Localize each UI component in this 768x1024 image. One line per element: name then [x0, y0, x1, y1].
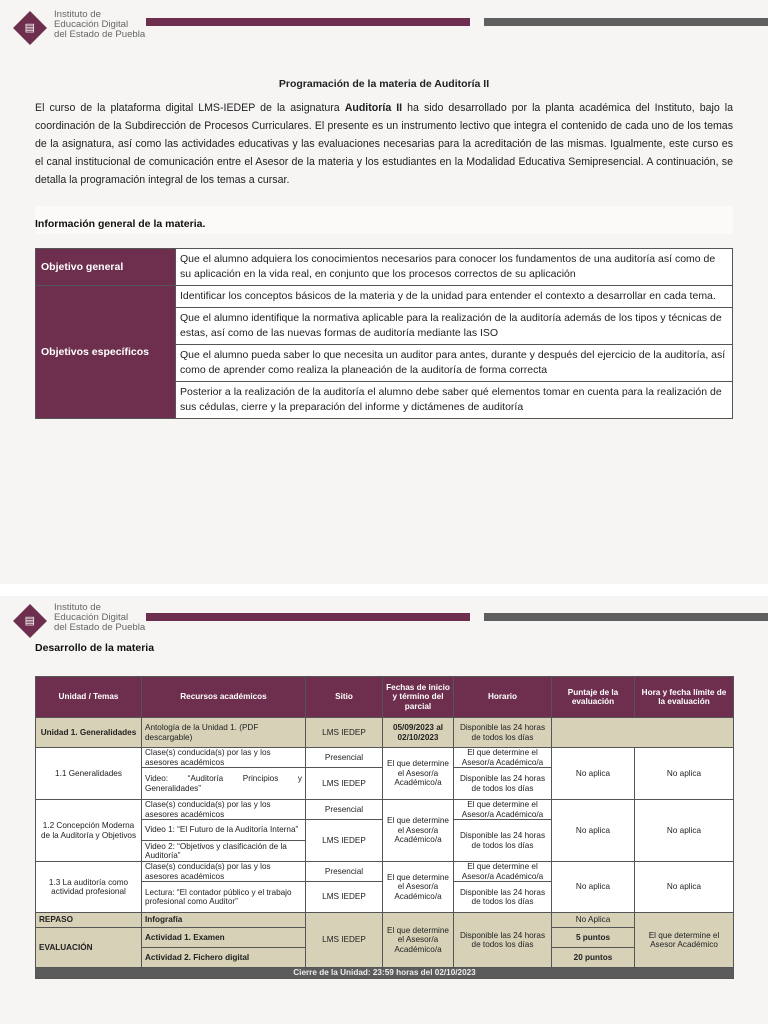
institute-name: Instituto de Educación Digital del Estado de Puebla: [54, 602, 146, 633]
sitio-cell: Presencial: [306, 862, 383, 882]
horario-cell: Disponible las 24 horas de todos los días: [454, 913, 552, 968]
institute-name: Instituto de Educación Digital del Estado de Puebla: [54, 9, 146, 40]
table-header-row: [36, 677, 734, 718]
horario-cell: El que determine el Asesor/a Académico/a: [454, 862, 552, 882]
recurso-cell: Clase(s) conducida(s) por las y los asesores académicos: [142, 862, 306, 882]
recurso-cell: Video: “Auditoría Principios y Generalidades”: [142, 768, 306, 800]
institute-logo: [13, 603, 145, 633]
objetivos-especificos-label: Objetivos específicos: [36, 286, 176, 419]
page-gap: [0, 584, 768, 596]
sitio-cell: Presencial: [306, 800, 383, 820]
recurso-cell: Clase(s) conducida(s) por las y los asesores académicos: [142, 748, 306, 768]
limite-cell: No aplica: [635, 862, 734, 913]
objetivo-especifico: Que el alumno identifique la normativa aplicable para la realización de la auditoría además de los tipos y técnicas de estas, así como de las nuevas formas de auditoría mediante las ISO: [176, 308, 733, 345]
objetivo-especifico: Identificar los conceptos básicos de la materia y de la unidad para entender el contexto a desarrollar en cada tema.: [176, 286, 733, 308]
unidad-cell: Unidad 1. Generalidades: [36, 718, 142, 748]
horario-cell: Disponible las 24 horas de todos los días: [454, 768, 552, 800]
table-row: [36, 286, 733, 308]
sitio-cell: LMS IEDEP: [306, 913, 383, 968]
puntaje-cell: No aplica: [552, 748, 635, 800]
limite-cell: No aplica: [635, 748, 734, 800]
tema-cell: 1.3 La auditoría como actividad profesional: [36, 862, 142, 913]
header-band-gray: [484, 18, 768, 26]
evaluacion-label: EVALUACIÓN: [36, 928, 142, 968]
table-row: [36, 748, 734, 768]
recurso-cell: Lectura: “El contador público y el trabajo profesional como Auditor”: [142, 882, 306, 913]
horario-cell: Disponible las 24 horas de todos los días: [454, 882, 552, 913]
header-band-maroon: [146, 613, 470, 621]
empty-cell: [552, 718, 734, 748]
puntaje-cell: No aplica: [552, 862, 635, 913]
limite-cell: No aplica: [635, 800, 734, 862]
fechas-cell: 05/09/2023 al 02/10/2023: [383, 718, 454, 748]
tema-cell: 1.1 Generalidades: [36, 748, 142, 800]
horario-cell: Disponible las 24 horas de todos los días: [454, 718, 552, 748]
page-title: Programación de la materia de Auditoría II: [278, 78, 490, 90]
limite-cell: El que determine el Asesor Académico: [635, 913, 734, 968]
recurso-cell: Video 1: “El Futuro de la Auditoría Interna”: [142, 820, 306, 841]
table-row: [36, 968, 734, 979]
header-band-gray: [484, 613, 768, 621]
section-title-info: Información general de la materia.: [35, 218, 206, 230]
cierre-unidad: Cierre de la Unidad: 23:59 horas del 02/10/2023: [36, 968, 734, 979]
intro-paragraph: El curso de la plataforma digital LMS-IEDEP de la asignatura Auditoría II ha sido desarrollado por la planta académica del Instituto, bajo la coordinación de la Subdirección de Procesos Curriculares. El presente es un instrumento lectivo que integra el contenido de cada uno de los temas de la asignatura, así como las actividades educativas y las evaluaciones necesarias para la acreditación de las mismas. Igualmente, este curso es el canal institucional de comunicación entre el Asesor de la materia y los estudiantes en la Modalidad Educativa Semipresencial. A continuación, se detalla la programación integral de los temas a cursar.: [35, 102, 733, 186]
table-row: [36, 862, 734, 882]
actividad-cell: Actividad 2. Fichero digital: [142, 948, 306, 968]
fechas-cell: El que determine el Asesor/a Académico/a: [383, 800, 454, 862]
tema-cell: 1.2 Concepción Moderna de la Auditoría y Objetivos: [36, 800, 142, 862]
column-header: Sitio: [306, 677, 383, 718]
objetivo-especifico: Posterior a la realización de la auditoría el alumno debe saber qué elementos tomar en cuenta para la realización de sus cédulas, cierre y la preparación del informe y dictámenes de auditoría: [176, 382, 733, 419]
repaso-label: REPASO: [36, 913, 142, 928]
sitio-cell: LMS IEDEP: [306, 718, 383, 748]
column-header: Unidad / Temas: [36, 677, 142, 718]
sitio-cell: LMS IEDEP: [306, 820, 383, 862]
header-band-maroon: [146, 18, 470, 26]
fechas-cell: El que determine el Asesor/a Académico/a: [383, 913, 454, 968]
recurso-cell: Video 2: “Objetivos y clasificación de la Auditoría”: [142, 841, 306, 862]
puntaje-cell: 5 puntos: [552, 928, 635, 948]
sitio-cell: LMS IEDEP: [306, 768, 383, 800]
column-header: Hora y fecha límite de la evaluación: [635, 677, 734, 718]
column-header: Recursos académicos: [142, 677, 306, 718]
info-table: [35, 248, 733, 419]
book-icon: ▤: [13, 11, 47, 45]
column-header: Puntaje de la evaluación: [552, 677, 635, 718]
desarrollo-table: [35, 676, 734, 979]
puntaje-cell: 20 puntos: [552, 948, 635, 968]
table-row: [36, 718, 734, 748]
puntaje-cell: No aplica: [552, 800, 635, 862]
horario-cell: Disponible las 24 horas de todos los días: [454, 820, 552, 862]
recurso-cell: Clase(s) conducida(s) por las y los asesores académicos: [142, 800, 306, 820]
column-header: Horario: [454, 677, 552, 718]
objetivo-general-text: Que el alumno adquiera los conocimientos necesarios para conocer los fundamentos de una auditoría así como de su aplicación en la vida real, en conjunto que los procesos correctos de su aplicación: [176, 249, 733, 286]
fechas-cell: El que determine el Asesor/a Académico/a: [383, 862, 454, 913]
objetivo-especifico: Que el alumno pueda saber lo que necesita un auditor para antes, durante y después del ejercicio de la auditoría, así como de aprender como realiza la planeación de la auditoría de forma correcta: [176, 345, 733, 382]
table-row: [36, 800, 734, 820]
institute-logo: [13, 10, 145, 40]
book-icon: ▤: [13, 604, 47, 638]
recurso-cell: Antología de la Unidad 1. (PDF descargable): [142, 718, 306, 748]
table-row: [36, 913, 734, 928]
objetivo-general-label: Objetivo general: [36, 249, 176, 286]
sitio-cell: Presencial: [306, 748, 383, 768]
horario-cell: El que determine el Asesor/a Académico/a: [454, 800, 552, 820]
puntaje-cell: No Aplica: [552, 913, 635, 928]
repaso-recurso: Infografía: [142, 913, 306, 928]
section-title-desarrollo: Desarrollo de la materia: [35, 642, 155, 654]
sitio-cell: LMS IEDEP: [306, 882, 383, 913]
fechas-cell: El que determine el Asesor/a Académico/a: [383, 748, 454, 800]
actividad-cell: Actividad 1. Examen: [142, 928, 306, 948]
table-row: [36, 249, 733, 286]
horario-cell: El que determine el Asesor/a Académico/a: [454, 748, 552, 768]
column-header: Fechas de inicio y término del parcial: [383, 677, 454, 718]
